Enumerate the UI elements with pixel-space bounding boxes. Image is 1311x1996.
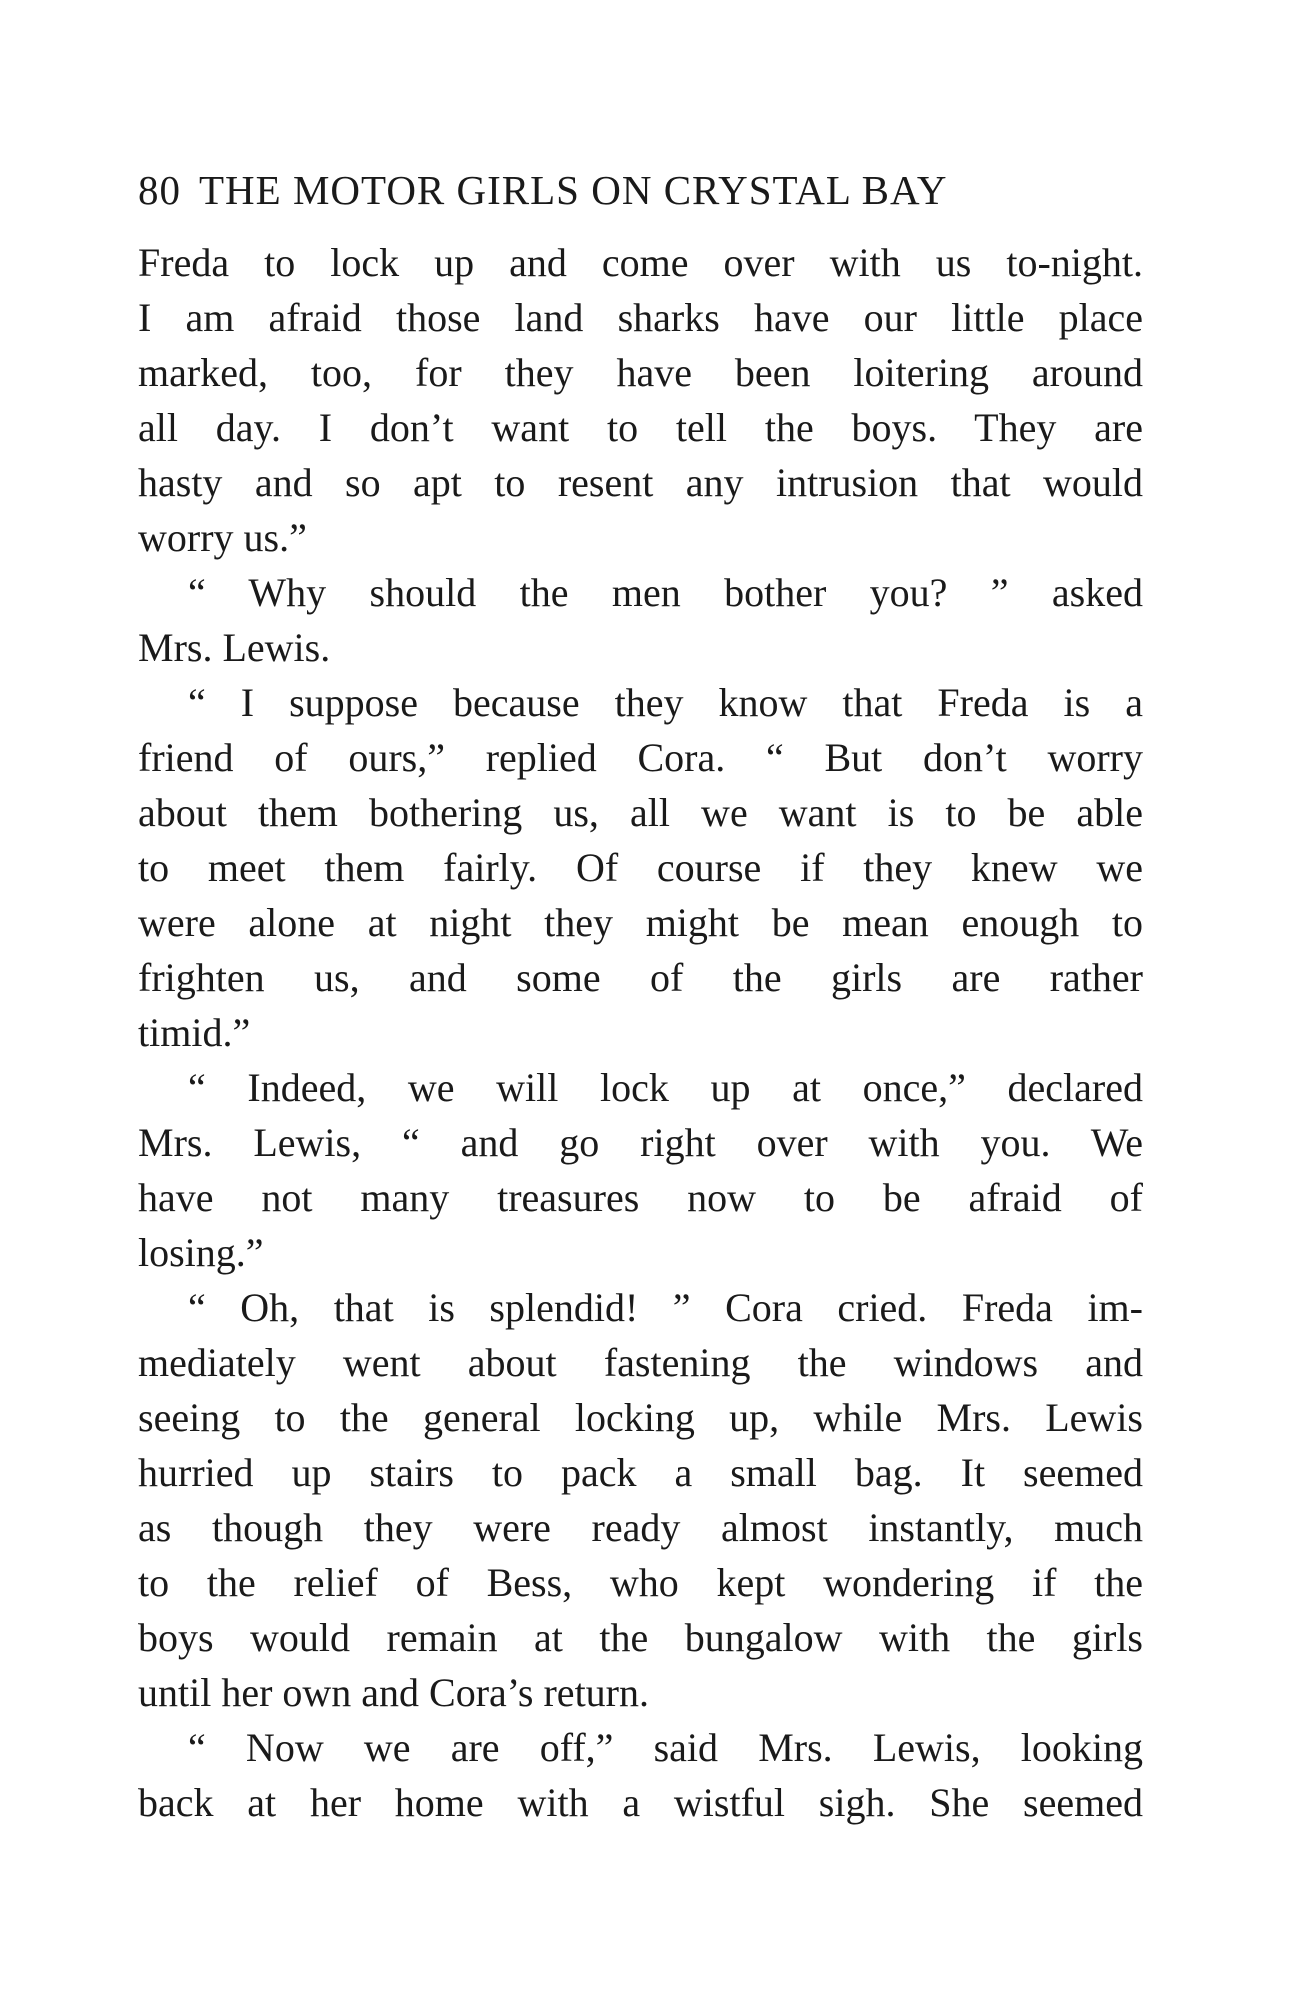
body-text bbox=[138, 235, 1143, 1830]
text-line: were alone at night they might be mean enough to bbox=[138, 900, 1143, 945]
text-line: have not many treasures now to be afraid of bbox=[138, 1175, 1143, 1220]
text-line: “ I suppose because they know that Freda is a bbox=[188, 680, 1143, 725]
text-line: Mrs. Lewis, “ and go right over with you. We bbox=[138, 1120, 1143, 1165]
text-line: “ Indeed, we will lock up at once,” declared bbox=[188, 1065, 1143, 1110]
text-line: “ Now we are off,” said Mrs. Lewis, looking bbox=[188, 1725, 1143, 1770]
text-line: “ Oh, that is splendid! ” Cora cried. Freda im- bbox=[188, 1285, 1143, 1330]
running-header bbox=[138, 160, 1138, 220]
text-line: to the relief of Bess, who kept wondering if the bbox=[138, 1560, 1143, 1605]
text-line: Freda to lock up and come over with us to-night. bbox=[138, 240, 1143, 285]
text-line: hasty and so apt to resent any intrusion that would bbox=[138, 460, 1143, 505]
text-line: Mrs. Lewis. bbox=[138, 625, 331, 670]
text-line: until her own and Cora’s return. bbox=[138, 1670, 649, 1715]
text-line: friend of ours,” replied Cora. “ But don’t worry bbox=[138, 735, 1143, 780]
text-line: I am afraid those land sharks have our little place bbox=[138, 295, 1143, 340]
text-line: back at her home with a wistful sigh. She seemed bbox=[138, 1780, 1143, 1825]
text-line: about them bothering us, all we want is to be able bbox=[138, 790, 1143, 835]
text-line: seeing to the general locking up, while Mrs. Lewis bbox=[138, 1395, 1143, 1440]
page-number: 80 bbox=[138, 167, 181, 213]
text-line: timid.” bbox=[138, 1010, 251, 1055]
text-line: boys would remain at the bungalow with the girls bbox=[138, 1615, 1143, 1660]
text-line: frighten us, and some of the girls are rather bbox=[138, 955, 1143, 1000]
text-line: worry us.” bbox=[138, 515, 307, 560]
text-line: all day. I don’t want to tell the boys. They are bbox=[138, 405, 1143, 450]
text-line: losing.” bbox=[138, 1230, 264, 1275]
text-line: hurried up stairs to pack a small bag. It seemed bbox=[138, 1450, 1143, 1495]
text-line: “ Why should the men bother you? ” asked bbox=[188, 570, 1143, 615]
text-line: marked, too, for they have been loitering around bbox=[138, 350, 1143, 395]
text-line: to meet them fairly. Of course if they knew we bbox=[138, 845, 1143, 890]
text-line: as though they were ready almost instantly, much bbox=[138, 1505, 1143, 1550]
running-title: THE MOTOR GIRLS ON CRYSTAL BAY bbox=[199, 167, 948, 213]
text-line: mediately went about fastening the windows and bbox=[138, 1340, 1143, 1385]
